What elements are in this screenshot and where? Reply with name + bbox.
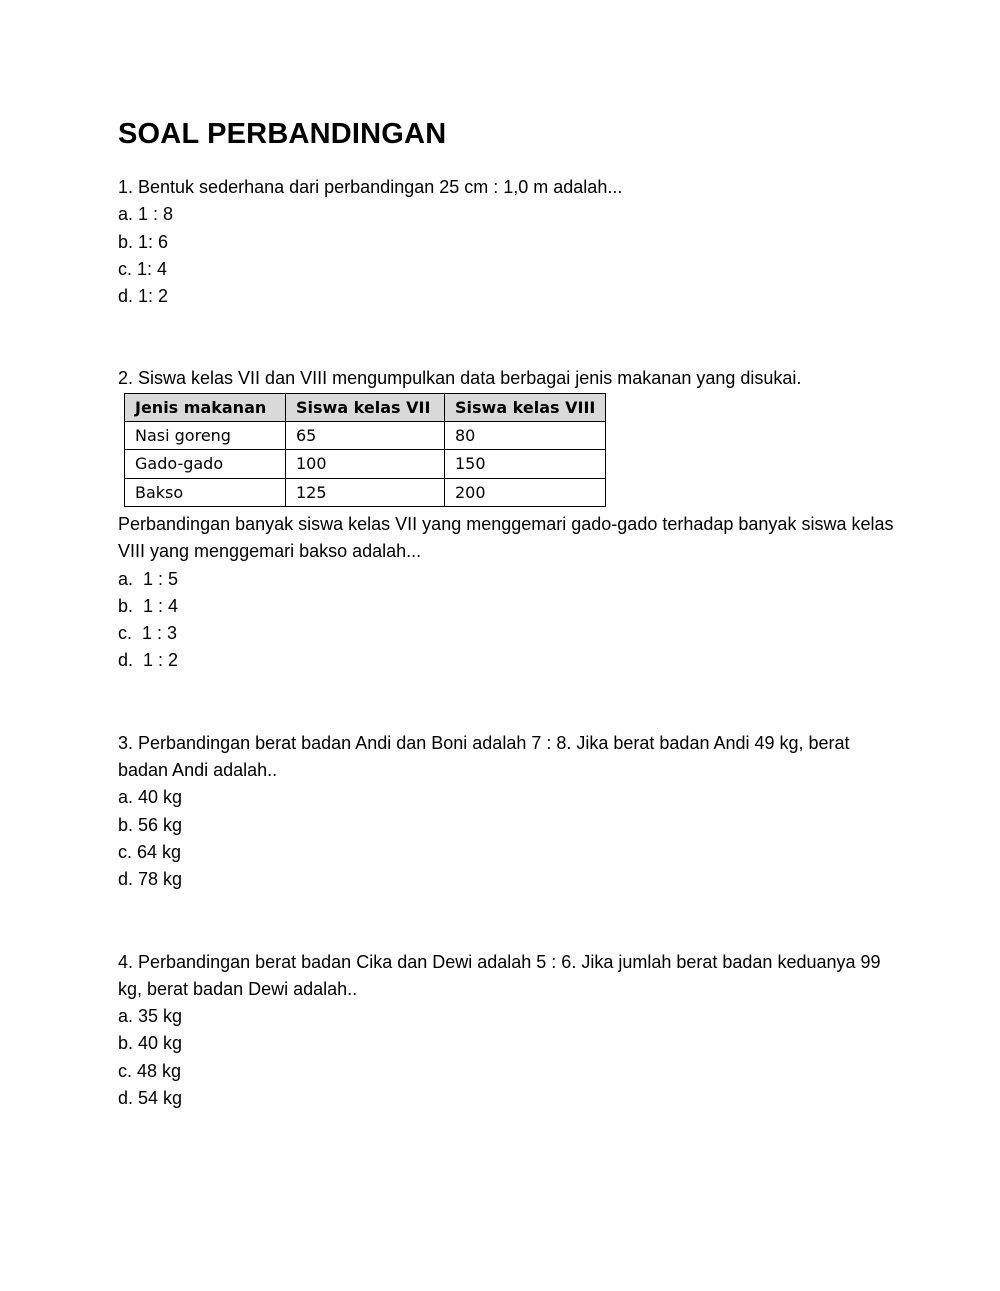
column-header: Siswa kelas VII — [286, 393, 445, 421]
table-row — [125, 450, 606, 478]
table-cell: Nasi goreng — [125, 422, 286, 450]
question-4 — [118, 949, 898, 1113]
option-a[interactable]: a. 40 kg — [118, 787, 183, 808]
option-d[interactable]: d. 54 kg — [118, 1088, 183, 1109]
question-1 — [118, 174, 898, 310]
spacer — [118, 310, 898, 365]
option-b[interactable]: b. 40 kg — [118, 1033, 183, 1054]
table-cell: 150 — [445, 450, 606, 478]
option-a[interactable]: a. 35 kg — [118, 1006, 183, 1027]
table-cell: 65 — [286, 422, 445, 450]
option-a[interactable]: a. 1 : 5 — [118, 568, 179, 589]
option-c[interactable]: c. 1: 4 — [118, 258, 168, 279]
option-d[interactable]: d. 1: 2 — [118, 286, 169, 307]
option-c[interactable]: c. 1 : 3 — [118, 623, 178, 644]
spacer — [118, 675, 898, 730]
worksheet-page — [118, 116, 898, 1112]
question-text: 2. Siswa kelas VII dan VIII mengumpulkan data berbagai jenis makanan yang disukai. — [118, 368, 802, 389]
table-cell: 100 — [286, 450, 445, 478]
question-2 — [118, 365, 898, 674]
question-text: 4. Perbandingan berat badan Cika dan Dewi adalah 5 : 6. Jika jumlah berat badan keduanya 99 kg, berat badan Dewi adalah.. — [118, 951, 881, 999]
option-c[interactable]: c. 48 kg — [118, 1060, 182, 1081]
question-text: 1. Bentuk sederhana dari perbandingan 25 cm : 1,0 m adalah... — [118, 177, 623, 197]
table-cell: 125 — [286, 478, 445, 506]
question-3 — [118, 730, 898, 894]
food-preference-table — [124, 393, 606, 507]
option-b[interactable]: b. 56 kg — [118, 814, 183, 835]
option-b[interactable]: b. 1: 6 — [118, 231, 169, 252]
option-c[interactable]: c. 64 kg — [118, 841, 182, 862]
column-header: Jenis makanan — [125, 393, 286, 421]
option-b[interactable]: b. 1 : 4 — [118, 595, 179, 616]
page-title: SOAL PERBANDINGAN — [118, 118, 447, 150]
table-cell: Bakso — [125, 478, 286, 506]
column-header: Siswa kelas VIII — [445, 393, 606, 421]
table-row — [125, 422, 606, 450]
option-d[interactable]: d. 78 kg — [118, 869, 183, 890]
question-text: 3. Perbandingan berat badan Andi dan Boni adalah 7 : 8. Jika berat badan Andi 49 kg, berat badan Andi adalah.. — [118, 732, 850, 781]
table-row — [125, 478, 606, 506]
table-header-row — [125, 393, 606, 421]
option-d[interactable]: d. 1 : 2 — [118, 650, 179, 671]
table-cell: 200 — [445, 478, 606, 506]
question-followup-text: Perbandingan banyak siswa kelas VII yang menggemari gado-gado terhadap banyak siswa kelas VIII yang menggemari bakso adalah... — [118, 513, 894, 562]
spacer — [118, 894, 898, 949]
option-a[interactable]: a. 1 : 8 — [118, 204, 174, 225]
table-cell: Gado-gado — [125, 450, 286, 478]
table-cell: 80 — [445, 422, 606, 450]
